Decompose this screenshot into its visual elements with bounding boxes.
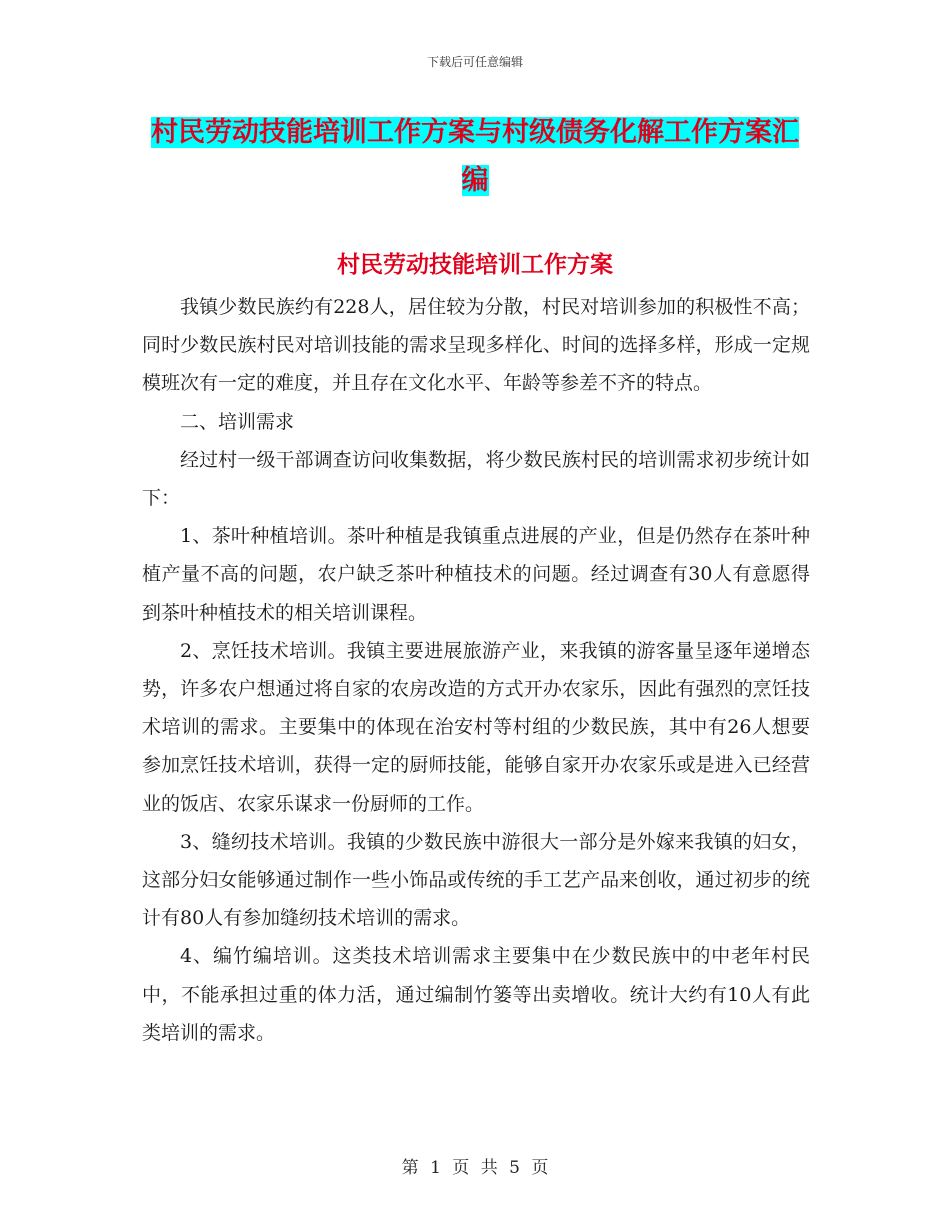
page-footer: 第 1 页 共 5 页 [401,1158,549,1178]
section-title: 村民劳动技能培训工作方案 [337,252,613,278]
paragraph: 经过村一级干部调查访问收集数据，将少数民族村民的培训需求初步统计如下： [142,448,810,510]
header-note: 下载后可任意编辑 [426,55,523,69]
body-text [142,288,810,1052]
paragraph: 2、烹饪技术培训。我镇主要进展旅游产业，来我镇的游客量呈逐年递增态势，许多农户想通过将自家的农房改造的方式开办农家乐，因此有强烈的烹饪技术培训的需求。主要集中的体现在治安村等村组的少数民族，其中有26人想要参加烹饪技术培训，获得一定的厨师技能，能够自家开办农家乐或是进入已经营业的饭店、农家乐谋求一份厨师的工作。 [142,639,810,815]
paragraph: 4、编竹编培训。这类技术培训需求主要集中在少数民族中的中老年村民中，不能承担过重的体力活，通过编制竹篓等出卖增收。统计大约有10人有此类培训的需求。 [142,945,810,1044]
paragraph: 我镇少数民族约有228人，居住较为分散，村民对培训参加的积极性不高；同时少数民族村民对培训技能的需求呈现多样化、时间的选择多样，形成一定规模班次有一定的难度，并且存在文化水平、年龄等参差不齐的特点。 [142,296,810,395]
paragraph: 3、缝纫技术培训。我镇的少数民族中游很大一部分是外嫁来我镇的妇女，这部分妇女能够通过制作一些小饰品或传统的手工艺产品来创收，通过初步的统计有80人有参加缝纫技术培训的需求。 [142,830,810,930]
paragraph: 1、茶叶种植培训。茶叶种植是我镇重点进展的产业，但是仍然存在茶叶种植产量不高的问题，农户缺乏茶叶种植技术的问题。经过调查有30人有意愿得到茶叶种植技术的相关培训课程。 [142,525,810,624]
document-title [140,109,810,205]
paragraph: 二、培训需求 [180,410,295,433]
document-title-text: 村民劳动技能培训工作方案与村级债务化解工作方案汇编 [151,117,799,196]
